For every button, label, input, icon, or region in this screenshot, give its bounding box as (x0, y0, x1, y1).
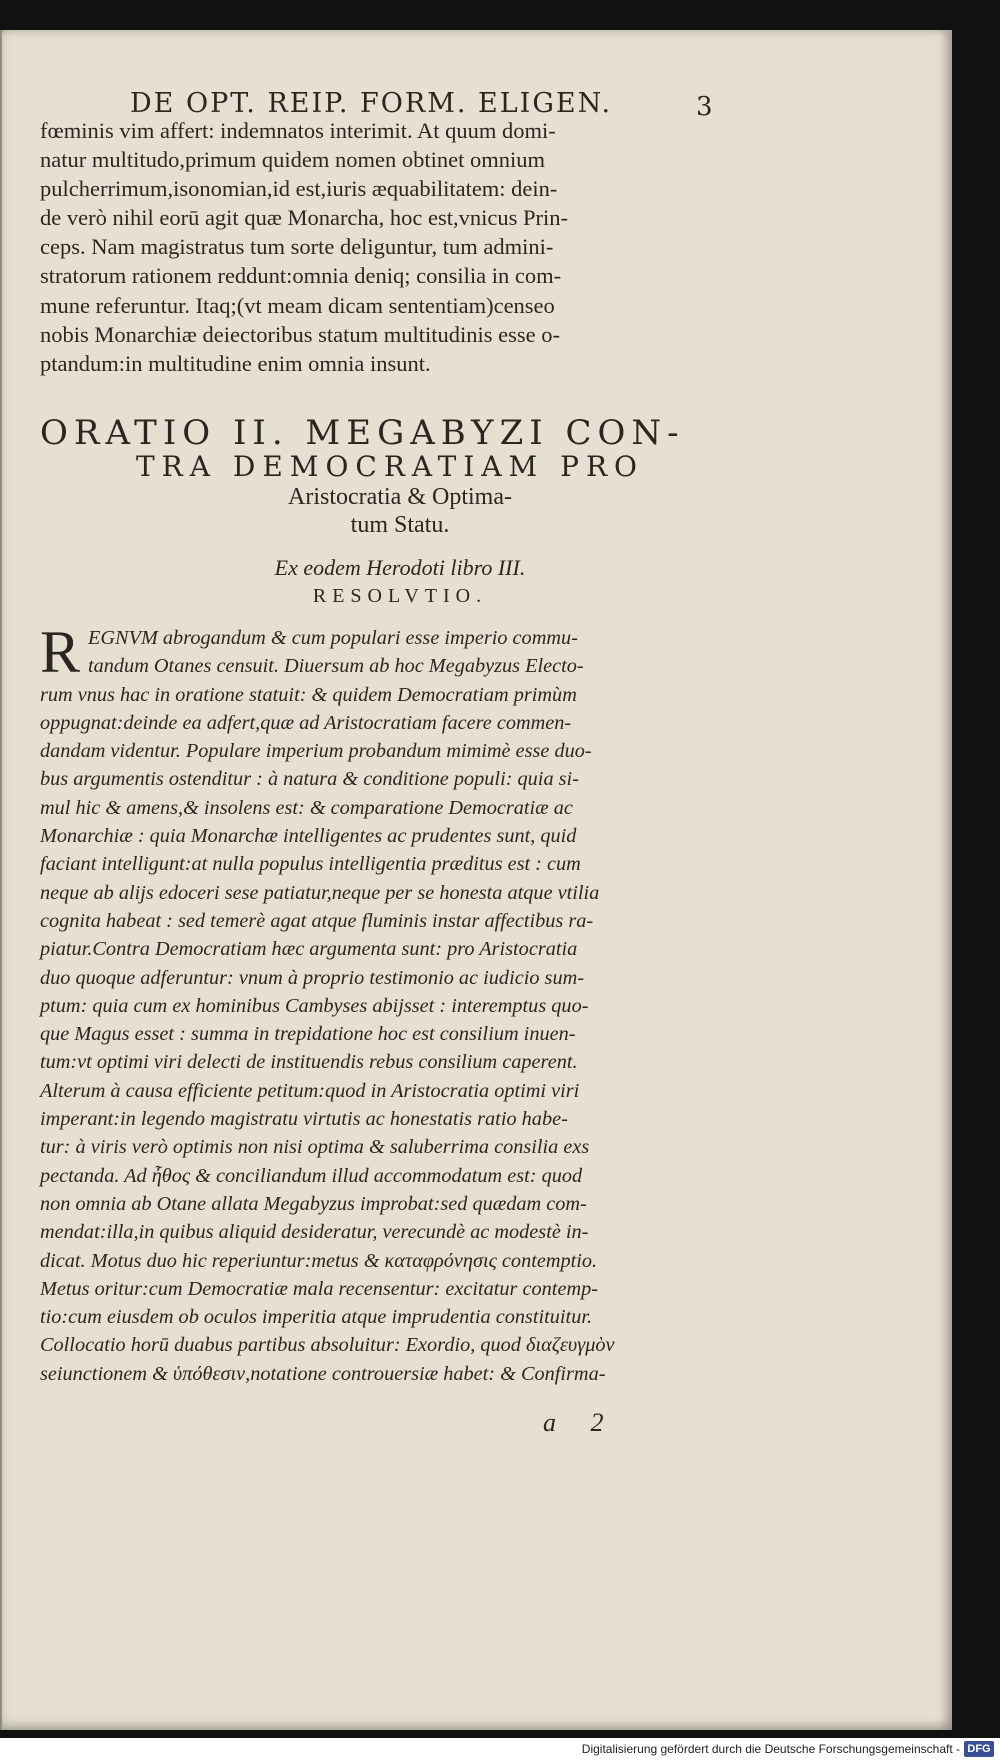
text-line: mune referuntur. Itaq;(vt meam dicam sententiam)censeo (40, 292, 555, 318)
paragraph-2 (40, 619, 615, 1388)
text-line: Collocatio horū duabus partibus absoluitur: Exordio, quod διαζευγμὸν (40, 1334, 615, 1357)
text-line: oppugnat:deinde ea adfert,quæ ad Aristocratiam facere commen- (40, 711, 572, 734)
text-line: cognita habeat : sed temerè agat atque fluminis instar affectibus ra- (40, 909, 594, 932)
signature-mark: a 2 (543, 1408, 618, 1437)
dfg-logo: DFG (964, 1741, 994, 1757)
page-number: 3 (696, 92, 713, 122)
source-line: Ex eodem Herodoti libro III. (274, 555, 526, 580)
text-line: tur: à viris verò optimis non nisi optima & saluberrima consilia exs (40, 1136, 590, 1159)
text-line: neque ab alijs edoceri sese patiatur,neque per se honesta atque vtilia (40, 881, 600, 904)
text-line: nobis Monarchiæ deiectoribus statum multitudinis esse o- (40, 321, 560, 347)
text-line: tum:vt optimi viri delecti de instituendis rebus consilium caperent. (40, 1051, 578, 1074)
text-line: bus argumentis ostenditur : à natura & conditione populi: quia si- (40, 768, 579, 791)
text-line: pectanda. Ad ἦθος & conciliandum illud accommodatum est: quod (40, 1164, 583, 1187)
text-line: imperant:in legendo magistratu virtutis ac honestatis ratio habe- (40, 1108, 568, 1131)
text-line: pulcherrimum,isonomian,id est,iuris æquabilitatem: dein- (40, 176, 558, 202)
text-line: natur multitudo,primum quidem nomen obtinet omnium (40, 147, 545, 173)
text-line: mul hic & amens,& insolens est: & comparatione Democratiæ ac (40, 796, 573, 819)
drop-cap: R (40, 619, 81, 685)
text-line: Monarchiæ : quia Monarchæ intelligentes ac prudentes sunt, quid (40, 825, 577, 848)
text-line: que Magus esset : summa in trepidatione hoc est consilium inuen- (40, 1023, 576, 1046)
section-title-line-4: tum Statu. (350, 512, 450, 538)
text-line: Metus oritur:cum Democratiæ mala recensentur: excitatur contemp- (40, 1277, 598, 1300)
text-line: ptum: quia cum ex hominibus Cambyses abijsset : interemptus quo- (40, 994, 589, 1017)
text-line: non omnia ab Otane allata Megabyzus improbat:sed quædam com- (40, 1192, 587, 1215)
digitization-credit: Digitalisierung gefördert durch die Deutsche Forschungsgemeinschaft - (581, 1742, 960, 1756)
text-line: tandum Otanes censuit. Diuersum ab hoc Megabyzus Electo- (88, 655, 584, 678)
text-line: mendat:illa,in quibus aliquid desideratur, verecundè ac modestè in- (40, 1221, 589, 1244)
section-title-line-2: TRA DEMOCRATIAM PRO (136, 450, 644, 483)
text-line: dandam videntur. Populare imperium probandum mimimè esse duo- (40, 740, 592, 763)
text-line: duo quoque adferuntur: vnum à proprio testimonio ac iudicio sum- (40, 966, 584, 989)
text-line: piatur.Contra Democratiam hæc argumenta sunt: pro Aristocratia (40, 938, 578, 961)
section-title-line-1: ORATIO II. MEGABYZI CON- (40, 413, 685, 453)
text-line: ceps. Nam magistratus tum sorte deliguntur, tum admini- (40, 234, 554, 260)
paragraph-1 (40, 116, 568, 378)
text-line: stratorum rationem reddunt:omnia deniq; consilia in com- (40, 263, 562, 289)
text-line: seiunctionem & ὑπόθεσιν,notatione controuersiæ habet: & Confirma- (40, 1362, 606, 1385)
text-line: de verò nihil eorū agit quæ Monarcha, hoc est,vnicus Prin- (40, 205, 569, 231)
text-line: faciant intelligunt:at nulla populus intelligentia præditus est : cum (40, 853, 581, 876)
text-line: EGNVM abrogandum & cum populari esse imperio commu- (88, 627, 578, 649)
text-line: rum vnus hac in oratione statuit: & quidem Democratiam primùm (40, 683, 577, 706)
section-title-line-3: Aristocratia & Optima- (288, 484, 512, 510)
running-head: DE OPT. REIP. FORM. ELIGEN. (130, 88, 613, 119)
text-line: Alterum à causa efficiente petitum:quod in Aristocratia optimi viri (40, 1079, 580, 1102)
text-line: ptandum:in multitudine enim omnia insunt. (40, 350, 431, 376)
text-line: tio:cum eiusdem ob oculos imperitia atque imprudentia constituitur. (40, 1306, 593, 1329)
text-line: fœminis vim affert: indemnatos interimit. At quum domi- (40, 118, 556, 143)
resolutio-heading: RESOLVTIO. (312, 585, 488, 607)
text-line: dicat. Motus duo hic reperiuntur:metus & καταφρόνησις contemptio. (40, 1249, 598, 1272)
